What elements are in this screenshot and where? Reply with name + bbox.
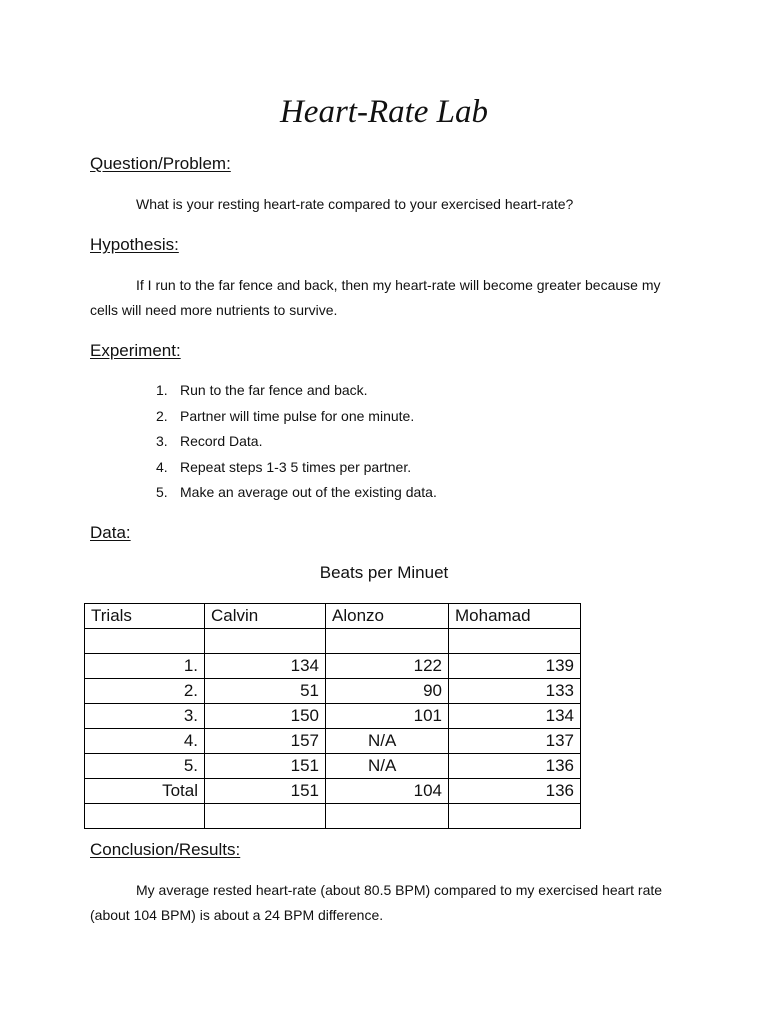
- alonzo-cell: 90: [326, 679, 449, 704]
- step-number: 2.: [156, 407, 168, 424]
- blank-cell: [205, 804, 326, 829]
- table-blank-row: [85, 629, 581, 654]
- mohamad-cell: 137: [449, 729, 581, 754]
- alonzo-cell: 101: [326, 704, 449, 729]
- step-text: Make an average out of the existing data.: [180, 484, 437, 500]
- step-item: [90, 429, 437, 455]
- calvin-cell: 134: [205, 654, 326, 679]
- mohamad-cell: 134: [449, 704, 581, 729]
- alonzo-cell: N/A: [326, 729, 449, 754]
- step-text: Partner will time pulse for one minute.: [180, 407, 415, 424]
- mohamad-cell: 136: [449, 754, 581, 779]
- experiment-heading: Experiment:: [90, 341, 181, 360]
- mohamad-cell: 139: [449, 654, 581, 679]
- table-header-row: [85, 604, 581, 629]
- blank-cell: [205, 629, 326, 654]
- table-row: [85, 679, 581, 704]
- step-item: [90, 455, 437, 481]
- page-title: Heart-Rate Lab: [279, 94, 489, 130]
- hypothesis-text-content: If I run to the far fence and back, then my heart-rate will become greater because my cells will need more nutrients to survive.: [90, 277, 661, 318]
- blank-cell: [449, 629, 581, 654]
- blank-cell: [326, 629, 449, 654]
- trial-cell: 2.: [85, 679, 205, 704]
- hypothesis-text: [90, 273, 680, 323]
- blank-cell: [85, 804, 205, 829]
- step-number: 5.: [156, 484, 168, 500]
- alonzo-cell: 104: [326, 779, 449, 804]
- trial-cell: Total: [85, 779, 205, 804]
- conclusion-text-content: My average rested heart-rate (about 80.5 BPM) compared to my exercised heart rate (about 104 BPM) is about a 24 BPM difference.: [90, 882, 663, 923]
- step-number: 3.: [156, 433, 168, 449]
- table-blank-row: [85, 804, 581, 829]
- table-row: [85, 654, 581, 679]
- mohamad-cell: 133: [449, 679, 581, 704]
- step-number: 4.: [156, 458, 168, 475]
- trial-cell: 1.: [85, 654, 205, 679]
- question-text-content: What is your resting heart-rate compared to your exercised heart-rate?: [136, 196, 574, 212]
- experiment-steps: [90, 378, 437, 506]
- conclusion-text: [90, 878, 680, 928]
- header-trials: Trials: [85, 604, 205, 629]
- heart-rate-table: [84, 603, 581, 829]
- calvin-cell: 51: [205, 679, 326, 704]
- table-row: [85, 754, 581, 779]
- step-item: [90, 480, 437, 506]
- alonzo-cell: N/A: [326, 754, 449, 779]
- step-text: Record Data.: [180, 433, 263, 449]
- step-text: Run to the far fence and back.: [180, 382, 368, 398]
- table-row: [85, 729, 581, 754]
- mohamad-cell: 136: [449, 779, 581, 804]
- trial-cell: 4.: [85, 729, 205, 754]
- header-mohamad: Mohamad: [449, 604, 581, 629]
- calvin-cell: 151: [205, 779, 326, 804]
- step-text: Repeat steps 1-3 5 times per partner.: [180, 458, 412, 475]
- table-caption: Beats per Minuet: [319, 563, 449, 582]
- table-row: [85, 779, 581, 804]
- blank-cell: [85, 629, 205, 654]
- calvin-cell: 157: [205, 729, 326, 754]
- blank-cell: [449, 804, 581, 829]
- calvin-cell: 150: [205, 704, 326, 729]
- blank-cell: [326, 804, 449, 829]
- step-item: [90, 404, 437, 430]
- calvin-cell: 151: [205, 754, 326, 779]
- step-item: [90, 378, 437, 404]
- trial-cell: 5.: [85, 754, 205, 779]
- conclusion-heading: Conclusion/Results:: [90, 840, 241, 859]
- header-alonzo: Alonzo: [326, 604, 449, 629]
- alonzo-cell: 122: [326, 654, 449, 679]
- data-heading: Data:: [90, 523, 131, 542]
- hypothesis-heading: Hypothesis:: [90, 235, 179, 254]
- table-row: [85, 704, 581, 729]
- step-number: 1.: [156, 382, 168, 398]
- question-text: [90, 192, 680, 217]
- question-heading: Question/Problem:: [90, 154, 231, 173]
- trial-cell: 3.: [85, 704, 205, 729]
- header-calvin: Calvin: [205, 604, 326, 629]
